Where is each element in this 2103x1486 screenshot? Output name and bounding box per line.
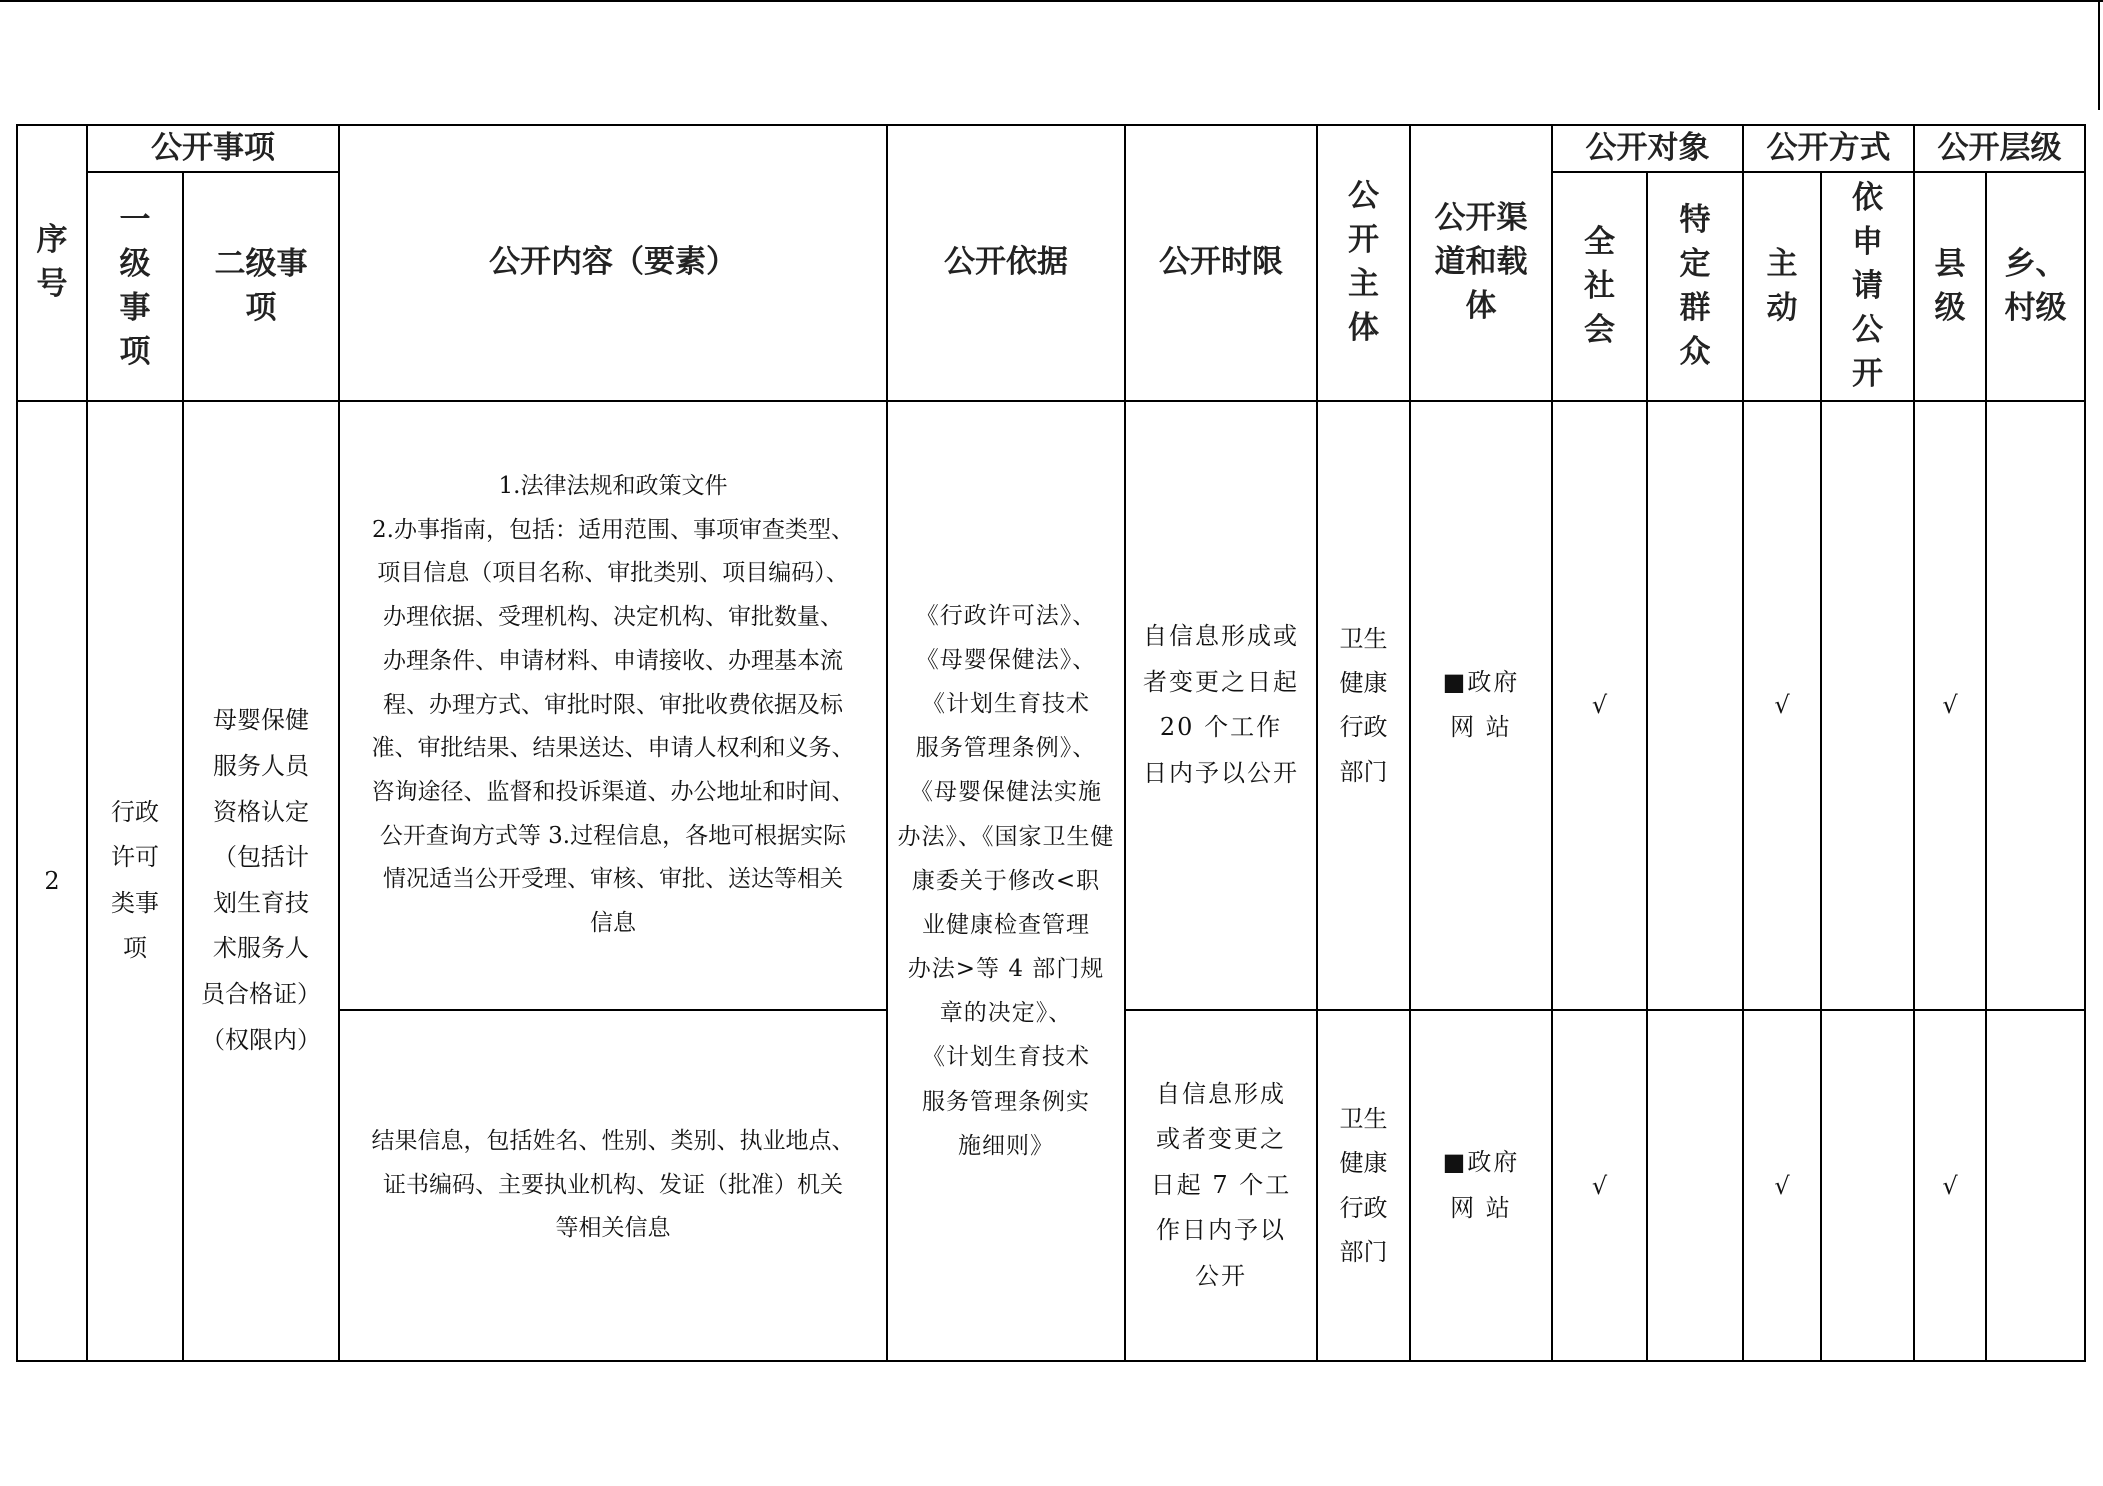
disclosure-table (16, 124, 2086, 1362)
row-subject-2: 卫生 健康 行政 部门 (1317, 1010, 1410, 1361)
row-target-specific-2 (1647, 1010, 1743, 1361)
header-level2: 二级事项 (183, 172, 339, 401)
header-basis: 公开依据 (887, 125, 1125, 401)
row-seq: 2 (17, 401, 87, 1361)
top-border-line (0, 0, 2103, 2)
row-content-1: 1.法律法规和政策文件 2.办事指南，包括：适用范围、事项审查类型、 项目信息（项目名称、审批类别、项目编码）、 办理依据、受理机构、决定机构、审批数量、 办理条件、申请材料、申请接收、办理基本流 程、办理方式、审批时限、审批收费依据及标 准、审批结果、结果送达、申请人权利和义务、 咨询途径、监督和投诉渠道、办公地址和时间、 公开查询方式等 3.过程信息，各地可根据实际 情况适当公开受理、审核、审批、送达等相关 信息 (339, 401, 887, 1011)
header-target-all: 全社会 (1552, 172, 1647, 401)
row-target-all-check-2: √ (1552, 1010, 1647, 1361)
row-level-county-check-1: √ (1914, 401, 1986, 1011)
header-level-group: 公开层级 (1914, 125, 2085, 172)
row-method-active-check-2: √ (1743, 1010, 1821, 1361)
header-method-apply: 依申请公开 (1821, 172, 1914, 401)
header-subject: 公开主体 (1317, 125, 1410, 401)
row-content-2: 结果信息，包括姓名、性别、类别、执业地点、 证书编码、主要执业机构、发证（批准）机关 等相关信息 (339, 1010, 887, 1361)
row-level2: 母婴保健 服务人员 资格认定 （包括计 划生育技 术服务人 员合格证） （权限内） (183, 401, 339, 1361)
header-channel: 公开渠道和载体 (1410, 125, 1552, 401)
row-target-specific-1 (1647, 401, 1743, 1011)
header-time-limit: 公开时限 (1125, 125, 1317, 401)
right-border-line (2098, 0, 2100, 110)
header-items-group: 公开事项 (87, 125, 339, 172)
row-basis: 《行政许可法》、 《母婴保健法》、 《计划生育技术 服务管理条例》、 《母婴保健法实施 办法》、《国家卫生健 康委关于修改<职 业健康检查管理 办法>等 4 部门规 章的决定》、 《计划生育技术 服务管理条例实 施细则》 (887, 401, 1125, 1361)
row-level1: 行政 许可 类事 项 (87, 401, 183, 1361)
header-target-specific: 特定群众 (1647, 172, 1743, 401)
row-time-limit-2: 自信息形成 或者变更之 日起 7 个工 作日内予以 公开 (1125, 1010, 1317, 1361)
row-channel-2: ■政府 网 站 (1410, 1010, 1552, 1361)
row-method-active-check-1: √ (1743, 401, 1821, 1011)
header-target-group: 公开对象 (1552, 125, 1743, 172)
header-level1: 一级事项 (87, 172, 183, 401)
header-seq: 序号 (17, 125, 87, 401)
row-subject-1: 卫生 健康 行政 部门 (1317, 401, 1410, 1011)
row-channel-1: ■政府 网 站 (1410, 401, 1552, 1011)
header-method-active: 主动 (1743, 172, 1821, 401)
row-method-apply-1 (1821, 401, 1914, 1011)
row-level-county-check-2: √ (1914, 1010, 1986, 1361)
header-level-county: 县级 (1914, 172, 1986, 401)
header-method-group: 公开方式 (1743, 125, 1914, 172)
row-method-apply-2 (1821, 1010, 1914, 1361)
row-level-town-1 (1986, 401, 2085, 1011)
header-content: 公开内容（要素） (339, 125, 887, 401)
row-time-limit-1: 自信息形成或 者变更之日起 20 个工作 日内予以公开 (1125, 401, 1317, 1011)
header-level-town: 乡、村级 (1986, 172, 2085, 401)
row-level-town-2 (1986, 1010, 2085, 1361)
row-target-all-check-1: √ (1552, 401, 1647, 1011)
